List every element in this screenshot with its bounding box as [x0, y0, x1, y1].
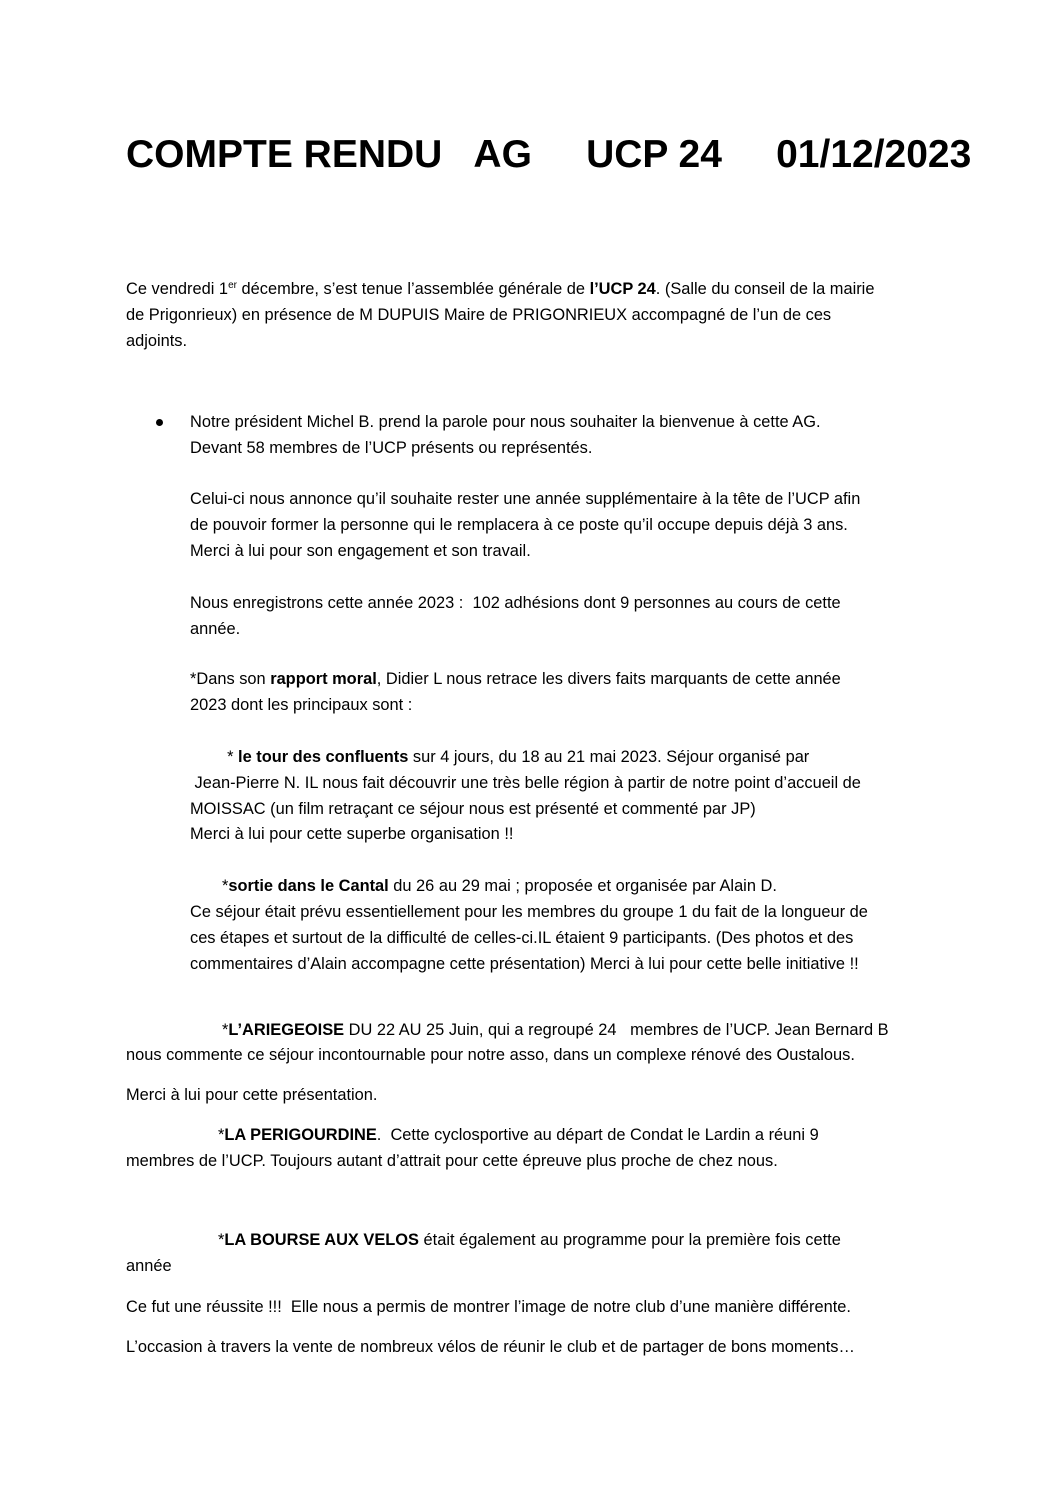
confluents-line-4: Merci à lui pour cette superbe organisation !! — [190, 825, 514, 843]
president-line-1: Celui-ci nous annonce qu’il souhaite rester une année supplémentaire à la tête de l’UCP afin — [190, 490, 861, 508]
bourse-line-3: Ce fut une réussite !!! Elle nous a permis de montrer l’image de notre club d’une manière différente. — [126, 1298, 851, 1316]
perigourdine-line-2: membres de l’UCP. Toujours autant d’attrait pour cette épreuve plus proche de chez nous. — [126, 1152, 778, 1170]
intro-line-1: Ce vendredi 1er décembre, s’est tenue l’assemblée générale de l’UCP 24. (Salle du conseil de la mairie — [126, 280, 875, 298]
bullet-dot-icon — [156, 419, 163, 426]
president-line-2: de pouvoir former la personne qui le remplacera à ce poste qu’il occupe depuis déjà 3 ans. — [190, 516, 848, 534]
intro-line-3: adjoints. — [126, 332, 188, 350]
moral-line-1: *Dans son rapport moral, Didier L nous retrace les divers faits marquants de cette année — [190, 670, 841, 688]
ariegeoise-line-1: *L’ARIEGEOISE DU 22 AU 25 Juin, qui a regroupé 24 membres de l’UCP. Jean Bernard B — [222, 1021, 889, 1039]
president-line-3: Merci à lui pour son engagement et son travail. — [190, 542, 531, 560]
intro-line-2: de Prigonrieux) en présence de M DUPUIS Maire de PRIGONRIEUX accompagné de l’un de ces — [126, 306, 832, 324]
document-title: COMPTE RENDU AG UCP 24 01/12/2023 — [126, 133, 972, 176]
bourse-line-4: L’occasion à travers la vente de nombreux vélos de réunir le club et de partager de bons moments… — [126, 1338, 855, 1356]
bullet-line-2: Devant 58 membres de l’UCP présents ou représentés. — [190, 439, 593, 457]
cantal-line-2: Ce séjour était prévu essentiellement pour les membres du groupe 1 du fait de la longueur de — [190, 903, 868, 921]
ariegeoise-line-3: Merci à lui pour cette présentation. — [126, 1086, 378, 1104]
perigourdine-line-1: *LA PERIGOURDINE. Cette cyclosportive au départ de Condat le Lardin a réuni 9 — [218, 1126, 819, 1144]
cantal-line-1: *sortie dans le Cantal du 26 au 29 mai ; proposée et organisée par Alain D. — [222, 877, 777, 895]
adhesions-line-2: année. — [190, 620, 241, 638]
ariegeoise-line-2: nous commente ce séjour incontournable pour notre asso, dans un complexe rénové des Oustalous. — [126, 1046, 855, 1064]
bourse-line-2: année — [126, 1257, 172, 1275]
moral-line-2: 2023 dont les principaux sont : — [190, 696, 413, 714]
cantal-line-4: commentaires d’Alain accompagne cette présentation) Merci à lui pour cette belle initiative !! — [190, 955, 859, 973]
confluents-line-1: * le tour des confluents sur 4 jours, du 18 au 21 mai 2023. Séjour organisé par — [218, 748, 810, 766]
bourse-line-1: *LA BOURSE AUX VELOS était également au programme pour la première fois cette — [218, 1231, 841, 1249]
confluents-line-3: MOISSAC (un film retraçant ce séjour nous est présenté et commenté par JP) — [190, 800, 756, 818]
adhesions-line-1: Nous enregistrons cette année 2023 : 102 adhésions dont 9 personnes au cours de cette — [190, 594, 841, 612]
cantal-line-3: ces étapes et surtout de la difficulté de celles-ci.IL étaient 9 participants. (Des photos et des — [190, 929, 854, 947]
confluents-line-2: Jean-Pierre N. IL nous fait découvrir une très belle région à partir de notre point d’accueil de — [190, 774, 861, 792]
bullet-line-1: Notre président Michel B. prend la parole pour nous souhaiter la bienvenue à cette AG. — [190, 413, 821, 431]
